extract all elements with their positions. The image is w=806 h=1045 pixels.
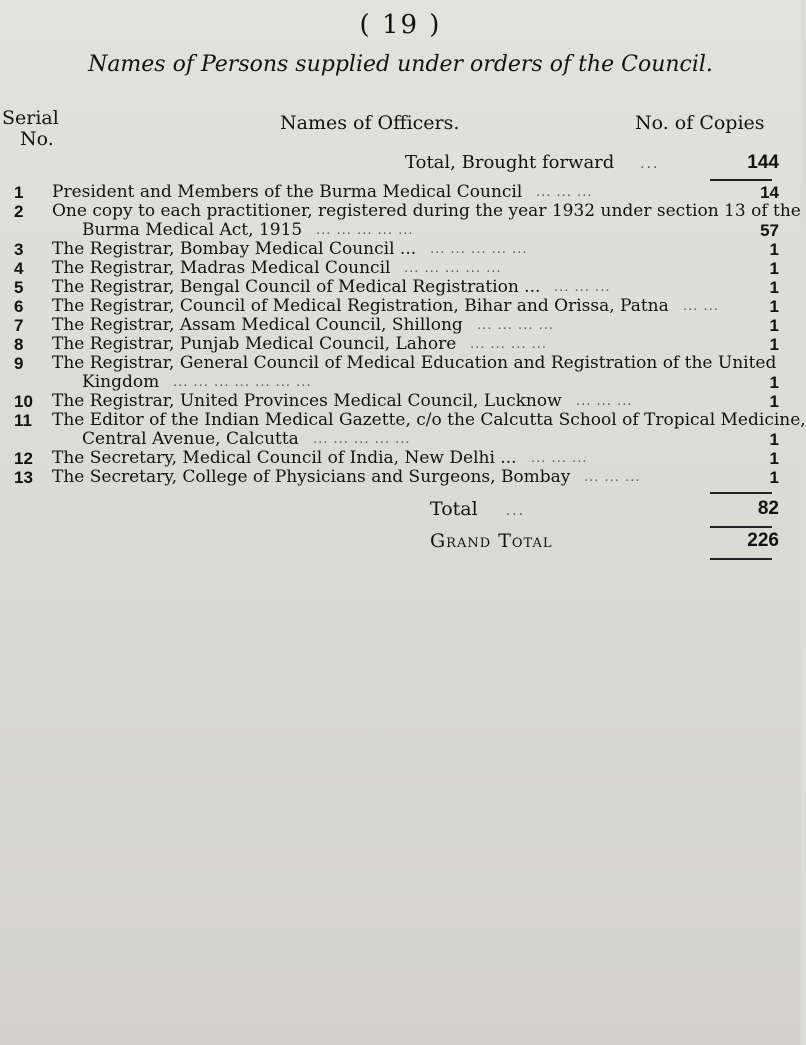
total-value: 82 bbox=[757, 498, 779, 519]
page-number: ( 19 ) bbox=[359, 10, 442, 40]
copies-count: 1 bbox=[769, 240, 779, 259]
list-item bbox=[0, 468, 801, 487]
list-item bbox=[0, 373, 801, 392]
rule-below-grand-total bbox=[710, 558, 772, 560]
copies-count: 1 bbox=[769, 430, 779, 449]
dot-leader: ... ... bbox=[683, 299, 719, 314]
serial-number: 11 bbox=[14, 411, 32, 430]
rule-below-total bbox=[710, 526, 772, 528]
copies-count: 1 bbox=[769, 373, 779, 392]
officer-name: The Registrar, Punjab Medical Council, Lahore bbox=[52, 334, 457, 354]
brought-forward-text: Total, Brought forward bbox=[405, 152, 615, 173]
serial-number: 9 bbox=[14, 354, 24, 373]
serial-number: 1 bbox=[14, 183, 24, 202]
copies-count: 1 bbox=[769, 297, 779, 316]
list-item bbox=[0, 240, 801, 259]
officer-name: The Registrar, General Council of Medical Education and Registration of the United bbox=[52, 353, 777, 373]
copies-count: 1 bbox=[769, 392, 779, 411]
copies-count: 1 bbox=[769, 259, 779, 278]
names-column-header: Names of Officers. bbox=[280, 112, 460, 134]
copies-count: 1 bbox=[769, 468, 779, 487]
dot-leader: ... ... ... ... ... bbox=[313, 432, 411, 447]
officer-name: The Registrar, Assam Medical Council, Shillong bbox=[52, 315, 463, 335]
copies-count: 1 bbox=[769, 316, 779, 335]
officer-name: Kingdom bbox=[82, 372, 160, 392]
dot-leader: ... ... ... ... ... bbox=[316, 223, 414, 238]
officer-name: President and Members of the Burma Medical Council bbox=[52, 182, 523, 202]
dot-leader: ... ... ... bbox=[576, 394, 633, 409]
officer-name: The Registrar, Bengal Council of Medical Registration ... bbox=[52, 277, 541, 297]
officer-name: The Registrar, United Provinces Medical Council, Lucknow bbox=[52, 391, 562, 411]
grand-total-value: 226 bbox=[747, 530, 779, 551]
dot-leader: ... ... ... bbox=[536, 185, 593, 200]
dot-leader: ... ... ... bbox=[554, 280, 611, 295]
officers-list bbox=[0, 182, 806, 487]
list-item bbox=[0, 259, 801, 278]
list-item bbox=[0, 202, 801, 221]
dot-leader: ... ... ... ... bbox=[470, 337, 547, 352]
copies-count: 57 bbox=[760, 221, 779, 240]
brought-forward-leader: ... bbox=[640, 156, 660, 172]
list-item bbox=[0, 316, 801, 335]
copies-count: 1 bbox=[769, 278, 779, 297]
list-item bbox=[0, 221, 801, 240]
copies-count: 14 bbox=[760, 183, 779, 202]
copies-column-header: No. of Copies bbox=[635, 112, 765, 134]
dot-leader: ... ... ... ... bbox=[477, 318, 554, 333]
total-label bbox=[430, 498, 525, 520]
dot-leader: ... ... ... ... ... ... ... bbox=[173, 375, 312, 390]
serial-number: 2 bbox=[14, 202, 24, 221]
officer-name: One copy to each practitioner, registered during the year 1932 under section 13 of the bbox=[52, 201, 801, 221]
grand-total-label: Grand Total bbox=[430, 530, 553, 552]
brought-forward-value: 144 bbox=[747, 152, 779, 173]
copies-count: 1 bbox=[769, 449, 779, 468]
serial-number: 6 bbox=[14, 297, 24, 316]
officer-name: The Registrar, Madras Medical Council bbox=[52, 258, 391, 278]
officer-name: The Secretary, College of Physicians and Surgeons, Bombay bbox=[52, 467, 571, 487]
dot-leader: ... ... ... ... ... bbox=[404, 261, 502, 276]
total-leader: ... bbox=[505, 503, 526, 519]
officer-name: Burma Medical Act, 1915 bbox=[82, 220, 303, 240]
copies-count: 1 bbox=[769, 335, 779, 354]
officer-name: Central Avenue, Calcutta bbox=[82, 429, 299, 449]
officer-name: The Registrar, Bombay Medical Council ... bbox=[52, 239, 417, 259]
serial-number: 7 bbox=[14, 316, 24, 335]
dot-leader: ... ... ... bbox=[531, 451, 588, 466]
officer-name: The Registrar, Council of Medical Registration, Bihar and Orissa, Patna bbox=[52, 296, 669, 316]
list-item bbox=[0, 430, 801, 449]
list-item bbox=[0, 354, 801, 373]
serial-number: 4 bbox=[14, 259, 24, 278]
serial-number: 5 bbox=[14, 278, 24, 297]
serial-number: 13 bbox=[14, 468, 33, 487]
brought-forward-label bbox=[405, 152, 659, 173]
page-heading: Names of Persons supplied under orders of the Council. bbox=[88, 52, 713, 77]
total-text: Total bbox=[430, 498, 478, 520]
serial-number: 10 bbox=[14, 392, 33, 411]
serial-number: 8 bbox=[14, 335, 24, 354]
list-item bbox=[0, 392, 801, 411]
serial-header-line-2: No. bbox=[20, 128, 54, 150]
dot-leader: ... ... ... ... ... bbox=[430, 242, 528, 257]
list-item bbox=[0, 410, 806, 430]
dot-leader: ... ... ... bbox=[584, 470, 641, 485]
list-item bbox=[0, 297, 801, 316]
serial-header-line-1: Serial bbox=[2, 107, 59, 129]
serial-column-header bbox=[2, 108, 59, 150]
list-item bbox=[0, 278, 801, 297]
officer-name: The Secretary, Medical Council of India, New Delhi ... bbox=[52, 448, 517, 468]
serial-number: 12 bbox=[14, 449, 33, 468]
officer-name: The Editor of the Indian Medical Gazette, c/o the Calcutta School of Tropical Medicine, bbox=[52, 410, 806, 430]
list-item bbox=[0, 183, 801, 202]
rule-below-brought-forward bbox=[710, 179, 772, 181]
list-item bbox=[0, 449, 801, 468]
serial-number: 3 bbox=[14, 240, 24, 259]
list-item bbox=[0, 335, 801, 354]
rule-above-total bbox=[710, 492, 772, 494]
